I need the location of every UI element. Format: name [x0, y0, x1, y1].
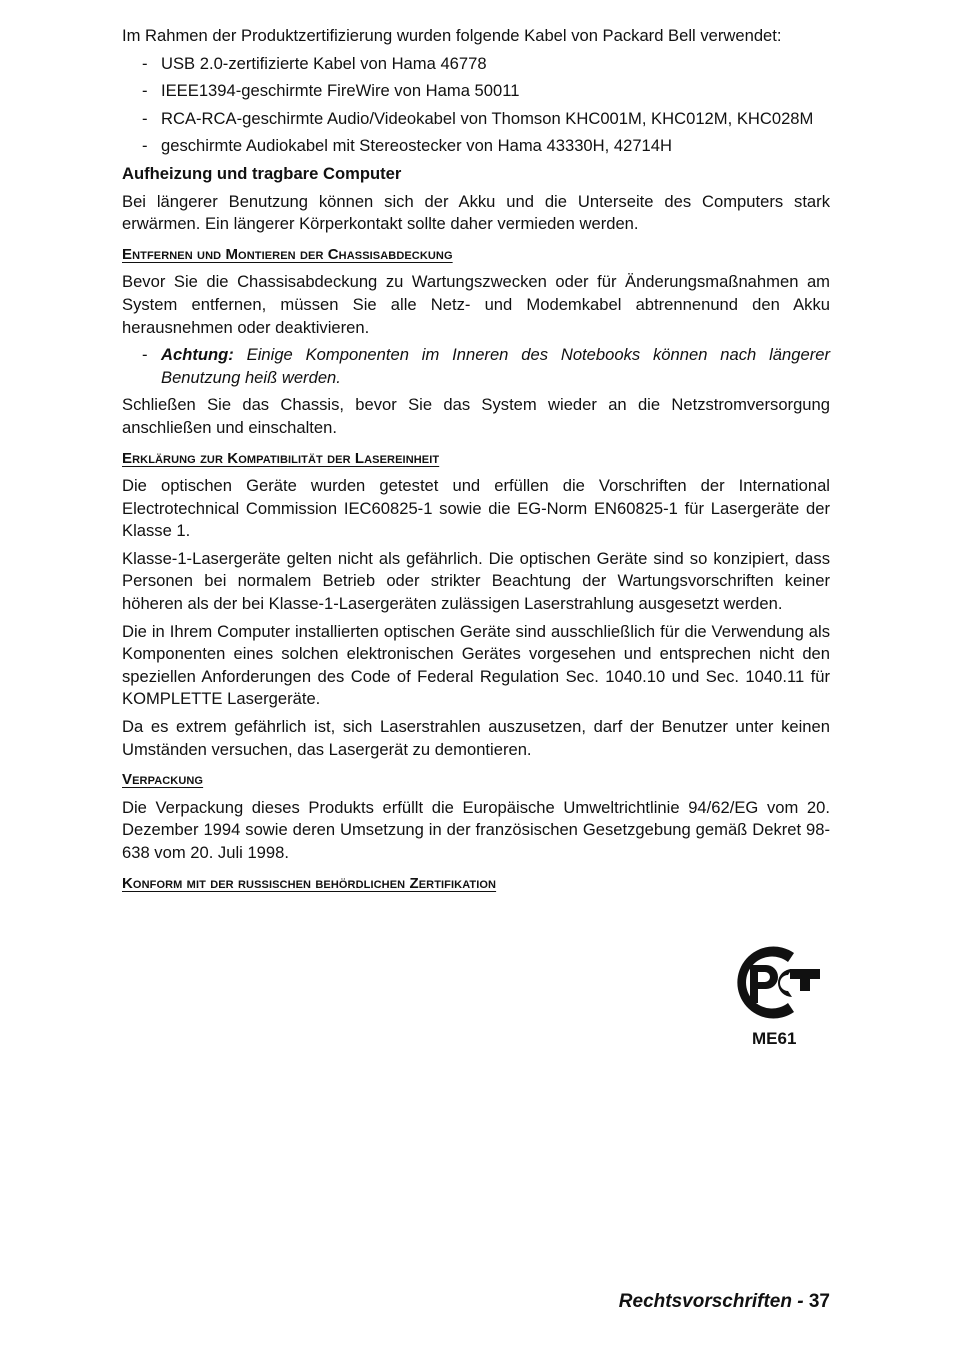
heat-paragraph: Bei längerer Benutzung können sich der Akku und die Unterseite des Computers stark erwärmen. Ein längerer Körperkontakt sollte daher vermieden werden.	[122, 191, 830, 234]
intro-paragraph: Im Rahmen der Produktzertifizierung wurden folgende Kabel von Packard Bell verwendet:	[122, 26, 782, 45]
list-item: - IEEE1394-geschirmte FireWire von Hama 50011	[122, 80, 830, 103]
russia-heading: Konform mit der russischen behördlichen Zertifikation	[122, 874, 497, 892]
list-dash: -	[142, 81, 148, 101]
packaging-heading: Verpackung	[122, 771, 204, 789]
list-item: - geschirmte Audiokabel mit Stereostecker von Hama 43330H, 42714H	[122, 135, 830, 158]
list-dash: -	[142, 53, 148, 73]
laser-paragraph-3: Die in Ihrem Computer installierten optischen Geräte sind ausschließlich für die Verwendung als Komponenten eines solchen elektronischen Gerätes vorgesehen und entsprechen nicht den speziellen Anforderungen des Code of Federal Regulation Sec. 1040.10 und Sec. 1040.11 für KOMPLETTE Lasergeräte.	[122, 621, 830, 709]
warning-label: Achtung:	[161, 345, 234, 365]
laser-paragraph-4: Da es extrem gefährlich ist, sich Laserstrahlen auszusetzen, darf der Benutzer unter keinen Umständen versuchen, das Lasergerät zu demontieren.	[122, 717, 830, 759]
certification-code: ME61	[752, 1029, 797, 1048]
laser-paragraph-2: Klasse-1-Lasergeräte gelten nicht als gefährlich. Die optischen Geräte sind so konzipiert, dass Personen bei normalem Betrieb oder strikter Beachtung der Wartungsvorschriften keiner höheren als der bei Klasse-1-Lasergeräten zulässigen Laserstrahlung ausgesetzt werden.	[122, 548, 830, 614]
page-number: 37	[808, 1291, 830, 1312]
pct-logo-icon	[730, 945, 825, 1020]
list-item: - RCA-RCA-geschirmte Audio/Videokabel von Thomson KHC001M, KHC012M, KHC028M	[122, 108, 830, 131]
warning-text: Einige Komponenten im Inneren des Notebooks können nach längerer Benutzung heiß werden.	[161, 345, 830, 387]
pct-certification-logo	[730, 945, 825, 1020]
list-dash: -	[142, 108, 148, 128]
chassis-paragraph: Bevor Sie die Chassisabdeckung zu Wartungszwecken oder für Änderungsmaßnahmen am System entfernen, müssen Sie alle Netz- und Modemkabel abtrennenund den Akku herausnehmen oder deaktivieren.	[122, 272, 830, 337]
warning-item	[122, 344, 830, 389]
list-item: - USB 2.0-zertifizierte Kabel von Hama 46778	[122, 53, 830, 76]
document-body	[122, 25, 830, 900]
laser-heading: Erklärung zur Kompatibilität der Lasereinheit	[122, 449, 440, 467]
cable-list	[122, 53, 830, 158]
laser-paragraph-1: Die optischen Geräte wurden getestet und erfüllen die Vorschriften der International Electrotechnical Commission IEC60825-1 sowie die EG-Norm EN60825-1 für Lasergeräte der Klasse 1.	[122, 476, 830, 541]
list-dash: -	[142, 345, 148, 365]
list-dash: -	[142, 136, 148, 156]
page-footer	[619, 1291, 830, 1313]
warning-list	[122, 344, 830, 389]
packaging-paragraph: Die Verpackung dieses Produkts erfüllt die Europäische Umweltrichtlinie 94/62/EG vom 20. Dezember 1994 sowie deren Umsetzung in der französischen Gesetzgebung gemäß Dekret 98-638 vom 20. Juli 1998.	[122, 797, 830, 862]
chassis-heading: Entfernen und Montieren der Chassisabdeckung	[122, 245, 453, 263]
heat-heading: Aufheizung und tragbare Computer	[122, 163, 402, 183]
chassis-close-paragraph: Schließen Sie das Chassis, bevor Sie das System wieder an die Netzstromversorgung anschließen und einschalten.	[122, 395, 830, 437]
footer-title: Rechtsvorschriften -	[618, 1291, 804, 1312]
